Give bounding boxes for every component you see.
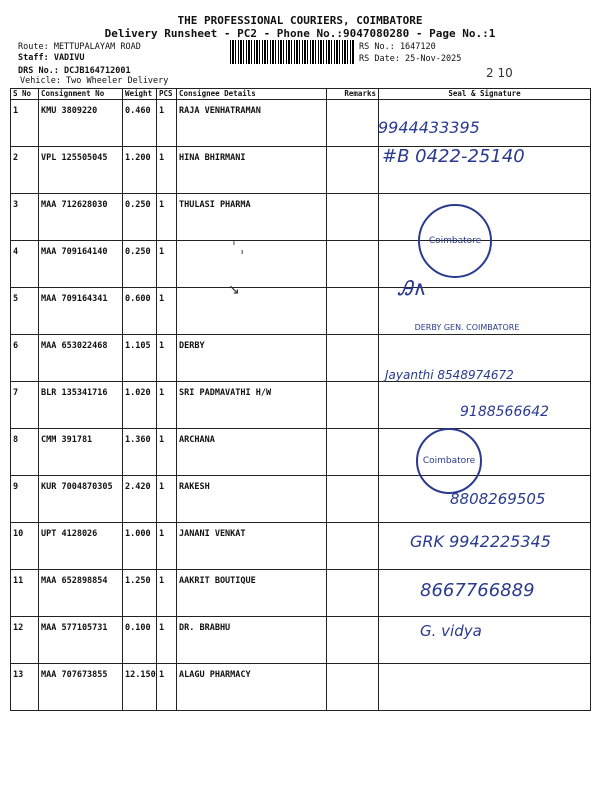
col-consignment: Consignment No: [39, 89, 123, 100]
cell-pcs: 1: [157, 288, 177, 335]
cell-consignment: KMU 3809220: [39, 100, 123, 147]
cell-remarks: [327, 476, 379, 523]
cell-weight: 12.150: [123, 664, 157, 711]
cell-pcs: 1: [157, 523, 177, 570]
signature-5: 8808269505: [450, 490, 546, 508]
cell-pcs: 1: [157, 335, 177, 382]
route-label: Route: METTUPALAYAM ROAD: [18, 42, 141, 52]
cell-sno: 4: [11, 241, 39, 288]
table-row: [11, 194, 591, 241]
cell-weight: 1.000: [123, 523, 157, 570]
cell-consignment: BLR 135341716: [39, 382, 123, 429]
cell-seal: [379, 429, 591, 476]
cell-consignment: CMM 391781: [39, 429, 123, 476]
col-seal: Seal & Signature: [379, 89, 591, 100]
cell-weight: 1.250: [123, 570, 157, 617]
cell-consignment: MAA 709164341: [39, 288, 123, 335]
cell-consignee: DERBY: [177, 335, 327, 382]
cell-sno: 2: [11, 147, 39, 194]
cell-sno: 6: [11, 335, 39, 382]
cell-sno: 3: [11, 194, 39, 241]
signature-2: #B 0422-25140: [382, 146, 525, 167]
cell-remarks: [327, 288, 379, 335]
cell-weight: 0.250: [123, 194, 157, 241]
cell-weight: 2.420: [123, 476, 157, 523]
cell-remarks: [327, 335, 379, 382]
cell-sno: 11: [11, 570, 39, 617]
cell-remarks: [327, 429, 379, 476]
cell-seal: [379, 664, 591, 711]
cell-sno: 13: [11, 664, 39, 711]
signature-6: GRK 9942225345: [410, 532, 551, 551]
tick-mark: ˈ ˌ: [232, 240, 245, 256]
runsheet-subtitle: Delivery Runsheet - PC2 - Phone No.:9047080280 - Page No.:1: [104, 27, 496, 40]
cell-consignee: JANANI VENKAT: [177, 523, 327, 570]
rs-number: RS No.: 1647120: [359, 42, 436, 52]
cell-consignee: HINA BHIRMANI: [177, 147, 327, 194]
cell-consignee: THULASI PHARMA: [177, 194, 327, 241]
cell-remarks: [327, 664, 379, 711]
cell-weight: 0.460: [123, 100, 157, 147]
cell-consignee: AAKRIT BOUTIQUE: [177, 570, 327, 617]
cell-remarks: [327, 100, 379, 147]
cell-remarks: [327, 617, 379, 664]
col-remarks: Remarks: [327, 89, 379, 100]
cell-consignee: [177, 241, 327, 288]
cell-remarks: [327, 523, 379, 570]
stamp-3: Coimbatore: [416, 428, 482, 494]
barcode: [230, 40, 354, 64]
tick-mark: ↘: [228, 282, 240, 298]
cell-consignment: KUR 7004870305: [39, 476, 123, 523]
cell-weight: 1.105: [123, 335, 157, 382]
cell-remarks: [327, 570, 379, 617]
cell-consignment: MAA 653022468: [39, 335, 123, 382]
cell-consignment: VPL 125505045: [39, 147, 123, 194]
cell-remarks: [327, 382, 379, 429]
cell-pcs: 1: [157, 194, 177, 241]
cell-remarks: [327, 147, 379, 194]
stamp-1: Coimbatore: [418, 204, 492, 278]
rs-date: RS Date: 25-Nov-2025: [359, 54, 462, 64]
cell-pcs: 1: [157, 617, 177, 664]
col-sno: S No: [11, 89, 39, 100]
cell-pcs: 1: [157, 664, 177, 711]
cell-sno: 8: [11, 429, 39, 476]
cell-weight: 0.100: [123, 617, 157, 664]
signature-8: G. vidya: [420, 622, 482, 640]
cell-weight: 1.200: [123, 147, 157, 194]
cell-consignment: MAA 709164140: [39, 241, 123, 288]
col-weight: Weight: [123, 89, 157, 100]
cell-weight: 0.250: [123, 241, 157, 288]
cell-pcs: 1: [157, 570, 177, 617]
page-note: 2 10: [486, 66, 513, 80]
cell-sno: 9: [11, 476, 39, 523]
drs-label: DRS No.: DCJB164712001: [18, 66, 131, 76]
cell-seal: [379, 617, 591, 664]
col-pcs: PCS: [157, 89, 177, 100]
stamp-2: DERBY GEN. COIMBATORE: [414, 322, 520, 332]
cell-pcs: 1: [157, 382, 177, 429]
staff-label: Staff: VADIVU: [18, 53, 85, 63]
cell-consignee: SRI PADMAVATHI H/W: [177, 382, 327, 429]
cell-weight: 0.600: [123, 288, 157, 335]
company-title: THE PROFESSIONAL COURIERS, COIMBATORE: [177, 14, 423, 27]
runsheet-table: [10, 88, 591, 711]
cell-consignee: DR. BRABHU: [177, 617, 327, 664]
table-row: [11, 241, 591, 288]
cell-pcs: 1: [157, 147, 177, 194]
vehicle-label: Vehicle: Two Wheeler Delivery: [20, 76, 169, 86]
cell-consignment: MAA 652898854: [39, 570, 123, 617]
cell-consignment: UPT 4128026: [39, 523, 123, 570]
cell-pcs: 1: [157, 241, 177, 288]
signature-1: 9944433395: [378, 118, 480, 137]
col-consignee: Consignee Details: [177, 89, 327, 100]
table-row: [11, 100, 591, 147]
cell-remarks: [327, 241, 379, 288]
cell-consignee: ALAGU PHARMACY: [177, 664, 327, 711]
cell-consignment: MAA 707673855: [39, 664, 123, 711]
cell-weight: 1.020: [123, 382, 157, 429]
signature-7: 8667766889: [420, 580, 535, 601]
cell-sno: 1: [11, 100, 39, 147]
cell-weight: 1.360: [123, 429, 157, 476]
cell-sno: 5: [11, 288, 39, 335]
cell-consignee: [177, 288, 327, 335]
cell-sno: 10: [11, 523, 39, 570]
cell-pcs: 1: [157, 476, 177, 523]
cell-pcs: 1: [157, 100, 177, 147]
table-row: [11, 429, 591, 476]
cell-pcs: 1: [157, 429, 177, 476]
cell-consignee: RAKESH: [177, 476, 327, 523]
signature-3: Jayanthi 8548974672: [385, 368, 514, 382]
cell-consignment: MAA 577105731: [39, 617, 123, 664]
cell-sno: 12: [11, 617, 39, 664]
cell-consignee: RAJA VENHATRAMAN: [177, 100, 327, 147]
cell-consignee: ARCHANA: [177, 429, 327, 476]
signature-4: 9188566642: [460, 404, 550, 420]
cell-sno: 7: [11, 382, 39, 429]
table-row: [11, 617, 591, 664]
table-row: [11, 664, 591, 711]
table-header-row: [11, 89, 591, 100]
cell-consignment: MAA 712628030: [39, 194, 123, 241]
cell-remarks: [327, 194, 379, 241]
signature-mark: Ꭿ∧: [398, 276, 428, 300]
